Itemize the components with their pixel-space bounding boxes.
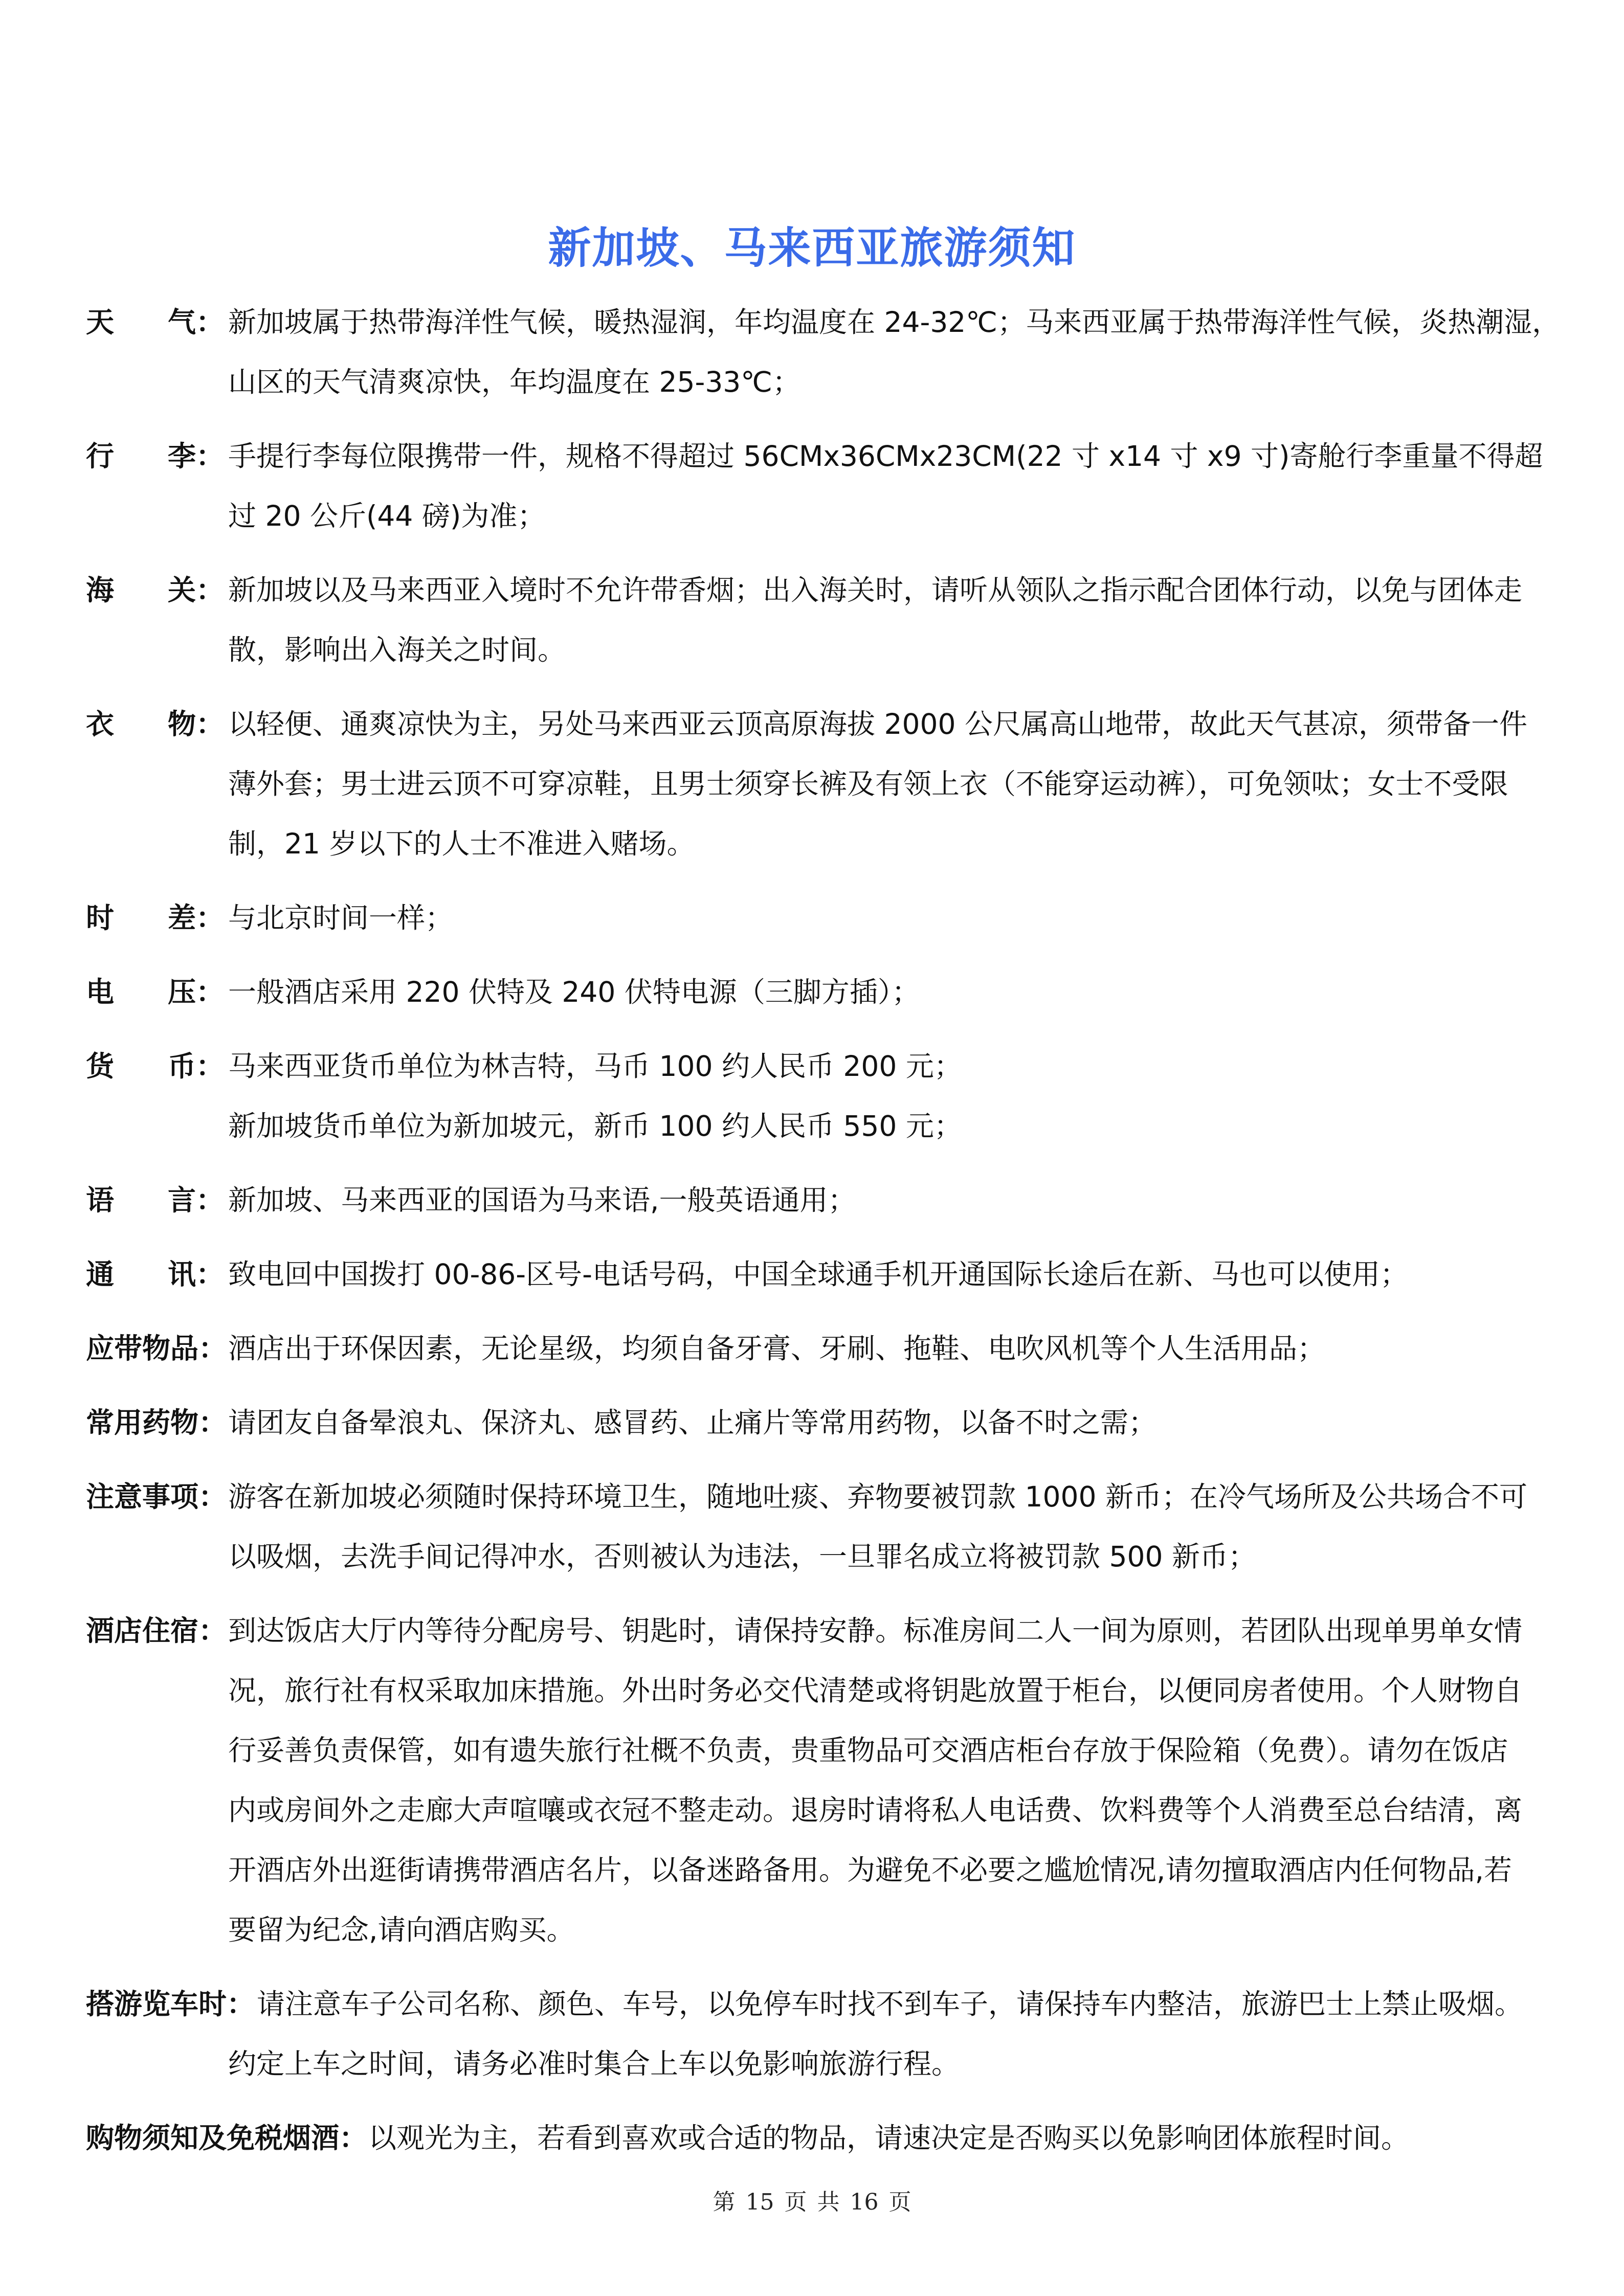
entry-label: 语 言： (86, 1184, 224, 1217)
entry-label: 天 气： (86, 306, 224, 339)
entry-text: 请团友自备晕浪丸、保济丸、感冒药、止痛片等常用药物，以备不时之需； (228, 1406, 1157, 1439)
entry-text: 新加坡、马来西亚的国语为马来语,一般英语通用； (228, 1184, 856, 1217)
entry-hotel (86, 1601, 1554, 1960)
entry-precautions (86, 1467, 1554, 1587)
entry-luggage (86, 426, 1554, 546)
entry-shopping (86, 2108, 1554, 2168)
entry-language (86, 1170, 1554, 1230)
entry-label: 酒店住宿： (86, 1614, 227, 1647)
entry-items-to-bring (86, 1319, 1554, 1379)
entry-label: 搭游览车时： (86, 1988, 255, 2020)
entry-text: 以观光为主，若看到喜欢或合适的物品，请速决定是否购买以免影响团体旅程时间。 (368, 2122, 1410, 2154)
page-number: 第 15 页 共 16 页 (713, 2189, 911, 2215)
entry-text: 一般酒店采用 220 伏特及 240 伏特电源（三脚方插）； (228, 976, 920, 1008)
entry-label: 衣 物： (86, 708, 224, 740)
entry-text: 请注意车子公司名称、颜色、车号，以免停车时找不到车子，请保持车内整洁，旅游巴士上禁止吸烟。 约定上车之时间，请务必准时集合上车以免影响旅游行程。 (228, 1988, 1523, 2080)
entry-label: 电 压： (86, 976, 224, 1008)
entry-label: 时 差： (86, 902, 224, 934)
entry-text: 马来西亚货币单位为林吉特，马币 100 约人民币 200 元； 新加坡货币单位为新加坡元，新币 100 约人民币 550 元； (228, 1050, 962, 1142)
notice-list (86, 292, 1561, 2182)
entry-label: 通 讯： (86, 1258, 224, 1291)
entry-label: 常用药物： (86, 1406, 227, 1439)
entry-currency (86, 1037, 1554, 1156)
entry-label: 行 李： (86, 440, 224, 472)
entry-text: 新加坡以及马来西亚入境时不允许带香烟；出入海关时，请听从领队之指示配合团体行动，以免与团体走 散，影响出入海关之时间。 (228, 574, 1523, 666)
entry-label: 应带物品： (86, 1332, 227, 1365)
entry-customs (86, 560, 1554, 680)
entry-communication (86, 1245, 1554, 1304)
entry-medicine (86, 1393, 1554, 1453)
entry-text: 手提行李每位限携带一件，规格不得超过 56CMx36CMx23CM(22 寸 x14 寸 x9 寸)寄舱行李重量不得超 过 20 公斤(44 磅)为准； (228, 440, 1543, 532)
entry-text: 酒店出于环保因素，无论星级，均须自备牙膏、牙刷、拖鞋、电吹风机等个人生活用品； (228, 1332, 1326, 1365)
entry-text: 新加坡属于热带海洋性气候，暖热湿润，年均温度在 24-32℃；马来西亚属于热带海洋性气候，炎热潮湿， 山区的天气清爽凉快，年均温度在 25-33℃； (228, 306, 1561, 398)
entry-text: 与北京时间一样； (228, 902, 454, 934)
entry-voltage (86, 962, 1554, 1022)
entry-text: 以轻便、通爽凉快为主，另处马来西亚云顶高原海拔 2000 公尺属高山地带，故此天气甚凉，须带备一件 薄外套；男士进云顶不可穿凉鞋，且男士须穿长裤及有领上衣（不能穿运动裤），可免领呔；女士不受限 制，21 岁以下的人士不准进入赌场。 (228, 708, 1527, 860)
entry-clothing (86, 694, 1554, 874)
entry-text: 致电回中国拨打 00-86-区号-电话号码，中国全球通手机开通国际长途后在新、马也可以使用； (228, 1258, 1408, 1291)
entry-tour-bus (86, 1974, 1554, 2094)
entry-label: 购物须知及免税烟酒： (86, 2122, 368, 2154)
entry-label: 货 币： (86, 1050, 224, 1083)
entry-time-difference (86, 888, 1554, 948)
entry-label: 注意事项： (86, 1480, 227, 1513)
entry-weather (86, 292, 1561, 412)
entry-label: 海 关： (86, 574, 224, 606)
entry-text: 游客在新加坡必须随时保持环境卫生，随地吐痰、弃物要被罚款 1000 新币；在冷气场所及公共场合不可 以吸烟，去洗手间记得冲水，否则被认为违法，一旦罪名成立将被罚款 500 新币； (228, 1480, 1527, 1573)
page-title: 新加坡、马来西亚旅游须知 (548, 223, 1076, 273)
entry-text: 到达饭店大厅内等待分配房号、钥匙时，请保持安静。标准房间二人一间为原则，若团队出现单男单女情 况，旅行社有权采取加床措施。外出时务必交代清楚或将钥匙放置于柜台，以便同房者使用。个人财物自 行妥善负责保管，如有遗失旅行社概不负责，贵重物品可交酒店柜台存放于保险箱（免费）。请勿在饭店 内或房间外之走廊大声喧嚷或衣冠不整走动。退房时请将私人电话费、饮料费等个人消费至总台结清，离 开酒店外出逛街请携带酒店名片，以备迷路备用。为避免不必要之尴尬情况,请勿擅取酒店内任何物品,若 要留为纪念,请向酒店购买。 (228, 1614, 1523, 1946)
